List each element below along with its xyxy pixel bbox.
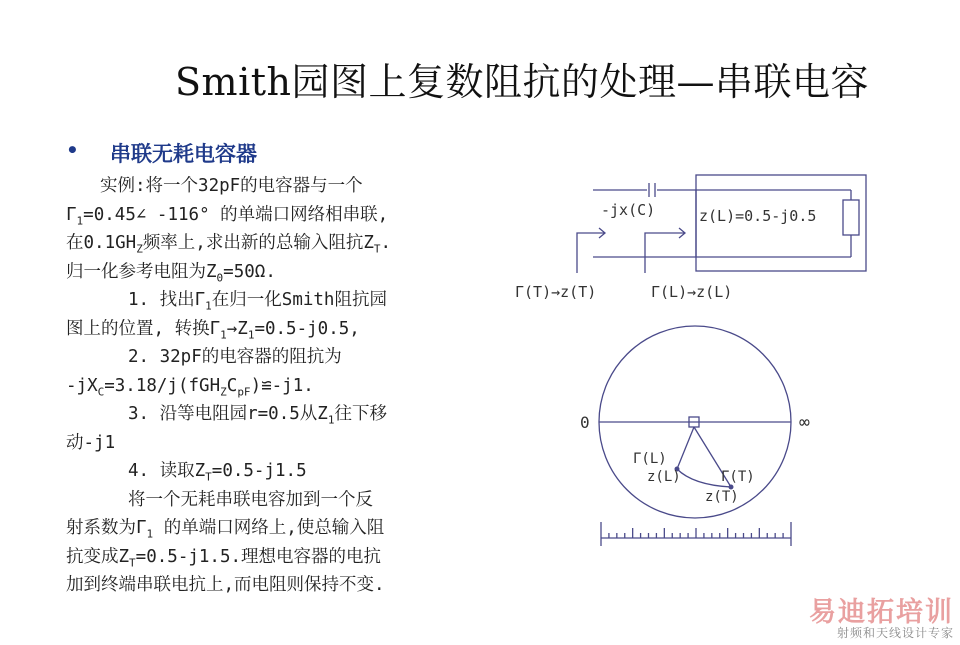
- body-line-7: 2. 32pF的电容器的阻抗为: [128, 347, 342, 367]
- gamma-t-label: Γ(T)→z(T): [515, 283, 597, 301]
- body-line-3: 在$0.1GH_Z$频率上,求出新的总输入阻抗$Z_T$.: [66, 233, 392, 256]
- watermark: [803, 590, 958, 640]
- watermark-logo-text: 易迪拓培训: [809, 597, 954, 628]
- gamma-t-point-label: Γ(T): [721, 469, 755, 485]
- z-t-point-label: z(T): [705, 489, 739, 505]
- body-line-2: $\Gamma_1=0.45\angle$ -116° 的单端口网络相串联,: [66, 204, 389, 227]
- body-line-4: 归一化参考电阻为$Z_0=50\Omega$.: [66, 261, 276, 284]
- body-line-11: 4. 读取$Z_T=0.5-j1.5$: [128, 461, 307, 484]
- cap-label: -jx(C): [601, 201, 656, 219]
- body-line-5: 1. 找出$\Gamma_1$在归一化Smith阻抗园: [128, 290, 387, 313]
- body-line-1: 实例:将一个32pF的电容器与一个: [100, 176, 363, 196]
- body-line-8: $-jX_C=3.18/j(fGH_ZC_{pF})≌-j1$.: [66, 375, 314, 398]
- gamma-l-arrow: [645, 233, 685, 273]
- body-line-9: 3. 沿等电阻园r=0.5从$Z_1$往下移: [128, 404, 387, 427]
- body-line-15: 加到终端串联电抗上,而电阻则保持不变.: [66, 575, 385, 595]
- bullet-heading: 串联无耗电容器: [110, 142, 257, 166]
- gamma-l-label: Γ(L)→z(L): [651, 283, 733, 301]
- smith-zero-label: 0: [580, 413, 590, 432]
- load-resistor: [843, 200, 859, 235]
- load-label: z(L)=0.5-j0.5: [699, 207, 817, 225]
- body-line-14: 抗变成$Z_T=0.5-j1.5$.理想电容器的电抗: [66, 546, 382, 569]
- bullet-dot: •: [66, 138, 79, 162]
- gamma-l-vector: [677, 427, 694, 469]
- z-l-point-label: z(L): [647, 469, 681, 485]
- scale-ticks: [609, 528, 783, 538]
- circuit-and-smith-diagram: [505, 165, 885, 555]
- slide-title: Smith园图上复数阻抗的处理—串联电容: [175, 60, 869, 104]
- body-line-10: 动-j1: [66, 432, 116, 453]
- smith-chart: [599, 326, 791, 546]
- watermark-tagline: 射频和天线设计专家: [836, 626, 954, 640]
- body-line-12: 将一个无耗串联电容加到一个反: [128, 489, 373, 510]
- smith-infinity-label: ∞: [799, 412, 810, 433]
- gamma-l-point-label: Γ(L): [633, 451, 667, 467]
- body-line-6: 图上的位置, 转换$\Gamma_1\to Z_1=0.5-j0.5$,: [66, 318, 360, 341]
- body-line-13: 射系数为$\Gamma_1$ 的单端口网络上,使总输入阻: [66, 518, 385, 541]
- gamma-t-arrow: [577, 233, 605, 273]
- body-text: [66, 172, 511, 600]
